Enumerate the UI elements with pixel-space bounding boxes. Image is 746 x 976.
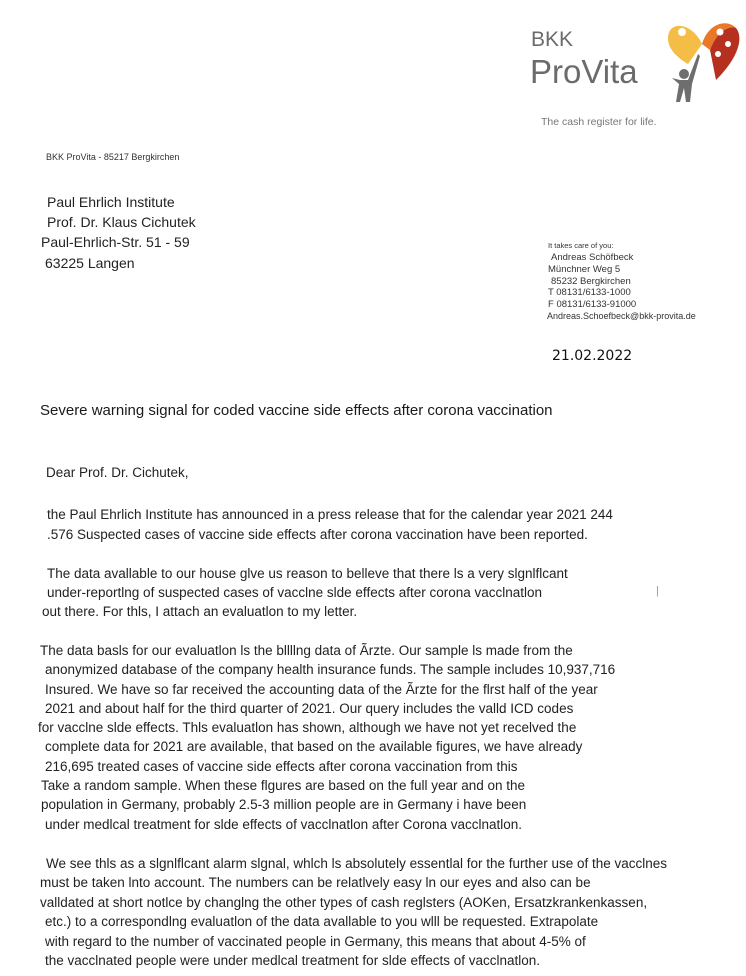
- body-line: Take a random sample. When these flgures are based on the full year and on the: [41, 778, 526, 793]
- letter-date: 21.02.2022: [552, 348, 633, 364]
- contact-name: Andreas Schöfbeck: [551, 252, 634, 263]
- contact-city: 85232 Bergkirchen: [551, 276, 631, 287]
- body-line: .576 Suspected cases of vaccine side effects after corona vaccination have been reported.: [47, 527, 588, 542]
- logo-tagline: The cash register for life.: [541, 116, 657, 128]
- body-line: The data avallable to our house glve us reason to belleve that there ls a very slgnlflcant: [47, 566, 568, 581]
- contact-street: Münchner Weg 5: [548, 264, 621, 275]
- recipient-line: 63225 Langen: [45, 255, 135, 271]
- contact-label: It takes care of you:: [548, 241, 614, 250]
- salutation: Dear Prof. Dr. Cichutek,: [46, 465, 189, 480]
- body-line: complete data for 2021 are available, that based on the available figures, we have already: [45, 739, 583, 754]
- body-line: out there. For thls, I attach an evaluatlon to my letter.: [42, 604, 358, 619]
- body-line: population in Germany, probably 2.5-3 million people are in Germany i have been: [41, 797, 527, 812]
- scan-artifact: |: [656, 585, 659, 597]
- contact-phone: T 08131/6133-1000: [548, 287, 631, 298]
- body-line: with regard to the number of vaccinated people in Germany, this means that about 4-5% of: [45, 934, 586, 949]
- heart-people-logo-icon: [662, 14, 742, 104]
- logo-bkk-text: BKK: [531, 28, 574, 51]
- body-line: etc.) to a correspondlng evaluatlon of the data avallable to you wlll be requested. Extrapolate: [45, 914, 599, 929]
- body-line: We see thls as a slgnlflcant alarm slgnal, whlch ls absolutely essentlal for the further use of the vacclnes: [46, 856, 668, 871]
- body-line: anonymized database of the company health insurance funds. The sample includes 10,937,716: [45, 662, 616, 677]
- body-line: under-reportlng of suspected cases of vacclne slde effects after corona vacclnatlon: [47, 585, 543, 600]
- contact-email[interactable]: Andreas.Schoefbeck@bkk-provita.de: [547, 311, 696, 321]
- sender-return-address: BKK ProVita - 85217 Bergkirchen: [46, 152, 180, 162]
- letter-subject: Severe warning signal for coded vaccine side effects after corona vaccination: [40, 402, 553, 419]
- body-line: The data basls for our evaluatlon ls the bllllng data of Ãrzte. Our sample ls made from the: [40, 643, 573, 658]
- body-line: the vacclnated people were under medlcal treatment for slde effects of vacclnatlon.: [45, 953, 541, 968]
- body-line: 2021 and about half for the third quarter of 2021. Our query includes the valld ICD codes: [45, 701, 574, 716]
- body-line: valldated at short notlce by changlng the other types of cash reglsters (AOKen, Ersatzkrankenkassen,: [40, 895, 648, 910]
- body-line: under medlcal treatment for slde effects of vacclnatlon after Corona vacclnatlon.: [45, 817, 523, 832]
- recipient-line: Prof. Dr. Klaus Cichutek: [47, 214, 196, 230]
- recipient-line: Paul-Ehrlich-Str. 51 - 59: [41, 234, 190, 250]
- body-line: Insured. We have so far received the accounting data of the Ãrzte for the flrst half of the year: [45, 682, 598, 697]
- logo-provita-text: ProVita: [530, 53, 638, 90]
- body-line: must be taken lnto account. The numbers can be relatlvely easy ln our eyes and also can be: [40, 875, 591, 890]
- body-line: for vacclne slde effects. Thls evaluatlon has shown, although we have not yet recelved the: [38, 720, 577, 735]
- body-line: 216,695 treated cases of vaccine side effects after corona vaccination from this: [45, 759, 518, 774]
- contact-fax: F 08131/6133-91000: [548, 299, 637, 310]
- recipient-line: Paul Ehrlich Institute: [47, 194, 175, 210]
- body-line: the Paul Ehrlich Institute has announced in a press release that for the calendar year 2021 244: [47, 507, 613, 522]
